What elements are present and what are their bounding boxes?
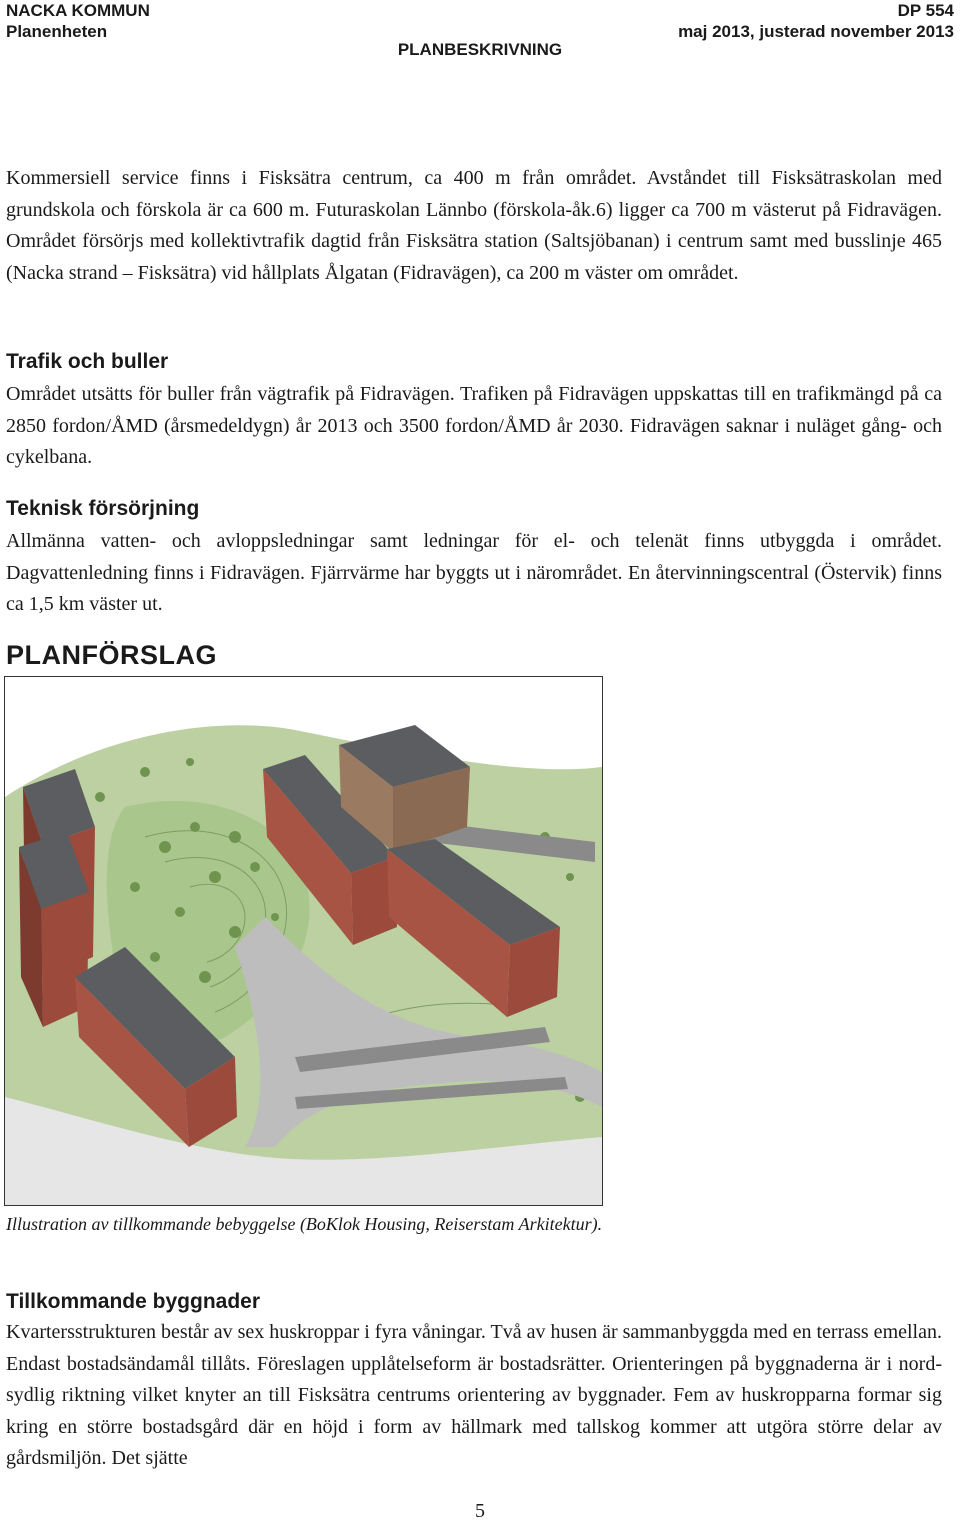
site-illustration	[4, 676, 603, 1206]
document-type: PLANBESKRIVNING	[397, 40, 563, 59]
document-id: DP 554	[897, 1, 954, 20]
site-illustration-svg	[5, 677, 602, 1205]
plan-proposal-section	[6, 640, 942, 671]
tech-section	[6, 497, 942, 621]
page-header-left	[6, 0, 150, 42]
document-date: maj 2013, justerad november 2013	[678, 22, 954, 41]
traffic-section	[6, 350, 942, 474]
buildings-section	[6, 1290, 942, 1475]
buildings-heading: Tillkommande byggnader	[6, 1290, 260, 1313]
intro-section	[6, 163, 942, 289]
tech-paragraph: Allmänna vatten- och avloppsledningar samt ledningar för el- och telenät finns utbyggda i området. Dagvattenledning finns i Fidravägen. Fjärrvärme har byggts ut i närområdet. En återvinningscentral (Östervik) finns ca 1,5 km väster ut.	[6, 530, 942, 615]
page-number: 5	[475, 1500, 485, 1522]
intro-paragraph: Kommersiell service finns i Fisksätra centrum, ca 400 m från området. Avståndet till Fisksätraskolan med grundskola och förskola är ca 600 m. Futuraskolan Lännbo (förskola-åk.6) ligger ca 700 m västerut på Fidravägen. Området försörjs med kollektivtrafik dagtid från Fisksätra station (Saltsjöbanan) i centrum samt med busslinje 465 (Nacka strand – Fisksätra) vid hållplats Ålgatan (Fidravägen), ca 200 m väster om området.	[6, 167, 942, 284]
unit-name: Planenheten	[6, 22, 108, 41]
org-name: NACKA KOMMUN	[6, 1, 150, 20]
section-heading: PLANFÖRSLAG	[6, 640, 217, 670]
figure-caption: Illustration av tillkommande bebyggelse (BoKlok Housing, Reiserstam Arkitektur).	[6, 1214, 603, 1234]
page-header-right	[678, 0, 954, 42]
tech-heading: Teknisk försörjning	[6, 497, 200, 520]
traffic-heading: Trafik och buller	[6, 350, 169, 373]
traffic-paragraph: Området utsätts för buller från vägtrafik på Fidravägen. Trafiken på Fidravägen uppskattas till en trafikmängd på ca 2850 fordon/ÅMD (årsmedeldygn) år 2013 och 3500 fordon/ÅMD år 2030. Fidravägen saknar i nuläget gång- och cykelbana.	[6, 383, 942, 468]
buildings-paragraph: Kvartersstrukturen består av sex huskroppar i fyra våningar. Två av husen är sammanbyggda med en terrass emellan. Endast bostadsändamål tillåts. Föreslagen upplåtelseform är bostadsrätter. Orienteringen på byggnaderna är i nord-sydlig riktning vilket knyter an till Fisksätra centrums orientering av byggnader. Fem av huskropparna formar sig kring en större bostadsgård där en höjd i form av hällmark med tallskog kommer att utgöra större delar av gårdsmiljön. Det sjätte	[6, 1321, 942, 1469]
